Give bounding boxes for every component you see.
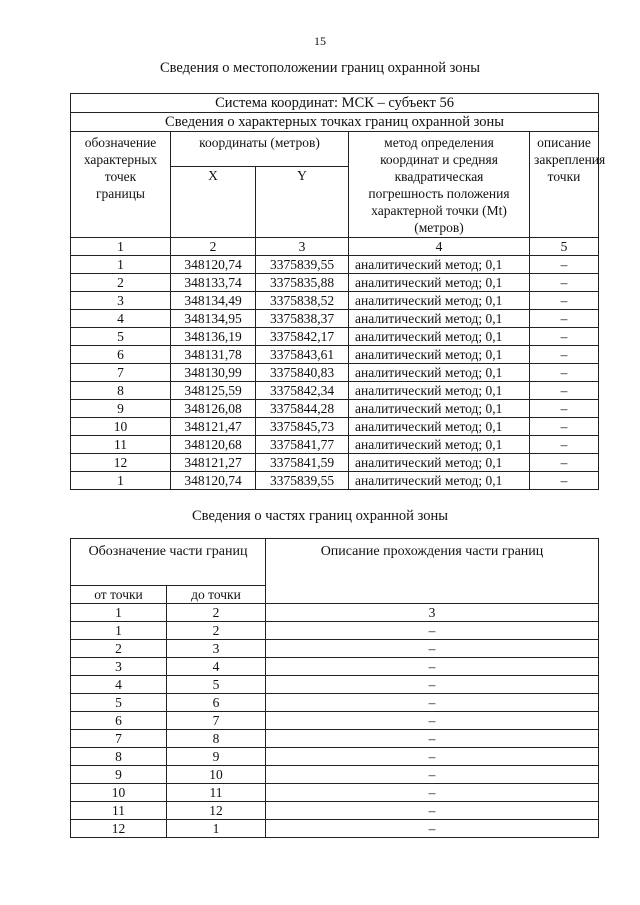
description-cell: – — [530, 400, 599, 418]
column-number: 3 — [256, 238, 349, 256]
to-point-cell: 1 — [167, 820, 266, 838]
table-row — [71, 436, 599, 454]
table-row — [71, 382, 599, 400]
description-cell: – — [530, 310, 599, 328]
x-cell: 348134,49 — [171, 292, 256, 310]
description-cell: – — [530, 382, 599, 400]
section-title-location: Сведения о местоположении границ охранной зоны — [159, 60, 480, 76]
column-number: 5 — [530, 238, 599, 256]
to-point-cell: 9 — [167, 748, 266, 766]
point-cell: 1 — [71, 256, 171, 274]
to-point-cell: 12 — [167, 802, 266, 820]
x-cell: 348136,19 — [171, 328, 256, 346]
to-point-cell: 3 — [167, 640, 266, 658]
table-row — [71, 730, 599, 748]
coordinates-table — [70, 93, 606, 490]
from-point-cell: 5 — [71, 694, 167, 712]
method-cell: аналитический метод; 0,1 — [349, 382, 530, 400]
page-number: 15 — [314, 34, 326, 48]
y-cell: 3375838,37 — [256, 310, 349, 328]
description-cell: – — [530, 364, 599, 382]
table-row — [71, 622, 599, 640]
header-fixing-description: описание закрепления точки — [530, 132, 599, 238]
description-cell: – — [530, 418, 599, 436]
header-parts-description: Описание прохождения части границ — [266, 539, 599, 604]
description-cell: – — [266, 658, 599, 676]
x-cell: 348130,99 — [171, 364, 256, 382]
point-cell: 5 — [71, 328, 171, 346]
from-point-cell: 12 — [71, 820, 167, 838]
method-cell: аналитический метод; 0,1 — [349, 400, 530, 418]
table-row — [71, 784, 599, 802]
x-cell: 348120,68 — [171, 436, 256, 454]
description-cell: – — [530, 292, 599, 310]
to-point-cell: 10 — [167, 766, 266, 784]
to-point-cell: 5 — [167, 676, 266, 694]
header-y: Y — [256, 167, 349, 238]
table-row — [71, 292, 599, 310]
table-row — [71, 256, 599, 274]
description-cell: – — [266, 766, 599, 784]
method-cell: аналитический метод; 0,1 — [349, 364, 530, 382]
x-cell: 348134,95 — [171, 310, 256, 328]
x-cell: 348120,74 — [171, 256, 256, 274]
to-point-cell: 2 — [167, 622, 266, 640]
to-point-cell: 8 — [167, 730, 266, 748]
point-cell: 10 — [71, 418, 171, 436]
boundary-parts-table — [70, 538, 599, 838]
y-cell: 3375845,73 — [256, 418, 349, 436]
from-point-cell: 11 — [71, 802, 167, 820]
table-row — [71, 454, 599, 472]
to-point-cell: 4 — [167, 658, 266, 676]
point-cell: 7 — [71, 364, 171, 382]
point-cell: 3 — [71, 292, 171, 310]
header-coordinates: координаты (метров) — [171, 132, 349, 167]
column-number: 4 — [349, 238, 530, 256]
description-cell: – — [266, 676, 599, 694]
table-row — [71, 802, 599, 820]
description-cell: – — [530, 256, 599, 274]
coordinate-system-title: Система координат: МСК – субъект 56 — [71, 94, 599, 113]
y-cell: 3375839,55 — [256, 472, 349, 490]
table-row — [71, 400, 599, 418]
method-cell: аналитический метод; 0,1 — [349, 256, 530, 274]
table-row — [71, 640, 599, 658]
x-cell: 348121,27 — [171, 454, 256, 472]
description-cell: – — [266, 712, 599, 730]
description-cell: – — [266, 802, 599, 820]
method-cell: аналитический метод; 0,1 — [349, 274, 530, 292]
header-to-point: до точки — [167, 586, 266, 604]
from-point-cell: 3 — [71, 658, 167, 676]
table-row — [71, 694, 599, 712]
method-cell: аналитический метод; 0,1 — [349, 328, 530, 346]
to-point-cell: 6 — [167, 694, 266, 712]
header-point-designation: обозначение характерных точек границы — [71, 132, 171, 238]
method-cell: аналитический метод; 0,1 — [349, 472, 530, 490]
from-point-cell: 1 — [71, 622, 167, 640]
table-row — [71, 676, 599, 694]
point-cell: 2 — [71, 274, 171, 292]
method-cell: аналитический метод; 0,1 — [349, 436, 530, 454]
table-row — [71, 346, 599, 364]
method-cell: аналитический метод; 0,1 — [349, 454, 530, 472]
method-cell: аналитический метод; 0,1 — [349, 292, 530, 310]
from-point-cell: 7 — [71, 730, 167, 748]
description-cell: – — [530, 454, 599, 472]
table-row — [71, 418, 599, 436]
y-cell: 3375842,34 — [256, 382, 349, 400]
y-cell: 3375841,77 — [256, 436, 349, 454]
header-method: метод определения координат и средняя квадратическая погрешность положения характерной точки (Mt) (метров) — [349, 132, 530, 238]
table-row — [71, 274, 599, 292]
x-cell: 348125,59 — [171, 382, 256, 400]
header-from-point: от точки — [71, 586, 167, 604]
point-cell: 6 — [71, 346, 171, 364]
to-point-cell: 7 — [167, 712, 266, 730]
description-cell: – — [266, 640, 599, 658]
from-point-cell: 9 — [71, 766, 167, 784]
header-x: X — [171, 167, 256, 238]
description-cell: – — [530, 472, 599, 490]
table-row — [71, 364, 599, 382]
table-row — [71, 328, 599, 346]
x-cell: 348120,74 — [171, 472, 256, 490]
description-cell: – — [266, 748, 599, 766]
description-cell: – — [266, 730, 599, 748]
x-cell: 348133,74 — [171, 274, 256, 292]
from-point-cell: 4 — [71, 676, 167, 694]
column-number: 2 — [171, 238, 256, 256]
points-subtitle: Сведения о характерных точках границ охранной зоны — [71, 113, 599, 132]
to-point-cell: 11 — [167, 784, 266, 802]
column-number: 3 — [266, 604, 599, 622]
from-point-cell: 2 — [71, 640, 167, 658]
header-boundary-parts: Обозначение части границ — [71, 539, 266, 586]
y-cell: 3375841,59 — [256, 454, 349, 472]
from-point-cell: 8 — [71, 748, 167, 766]
from-point-cell: 6 — [71, 712, 167, 730]
column-number: 1 — [71, 238, 171, 256]
point-cell: 1 — [71, 472, 171, 490]
y-cell: 3375842,17 — [256, 328, 349, 346]
point-cell: 11 — [71, 436, 171, 454]
description-cell: – — [530, 274, 599, 292]
y-cell: 3375844,28 — [256, 400, 349, 418]
table-row — [71, 658, 599, 676]
table-row — [71, 712, 599, 730]
table-row — [71, 472, 599, 490]
description-cell: – — [266, 622, 599, 640]
y-cell: 3375843,61 — [256, 346, 349, 364]
y-cell: 3375839,55 — [256, 256, 349, 274]
description-cell: – — [530, 346, 599, 364]
x-cell: 348131,78 — [171, 346, 256, 364]
method-cell: аналитический метод; 0,1 — [349, 346, 530, 364]
x-cell: 348121,47 — [171, 418, 256, 436]
description-cell: – — [266, 784, 599, 802]
point-cell: 12 — [71, 454, 171, 472]
description-cell: – — [530, 328, 599, 346]
description-cell: – — [530, 436, 599, 454]
table-row — [71, 748, 599, 766]
y-cell: 3375835,88 — [256, 274, 349, 292]
description-cell: – — [266, 820, 599, 838]
method-cell: аналитический метод; 0,1 — [349, 310, 530, 328]
column-number: 1 — [71, 604, 167, 622]
x-cell: 348126,08 — [171, 400, 256, 418]
description-cell: – — [266, 694, 599, 712]
section-title-parts: Сведения о частях границ охранной зоны — [192, 508, 448, 524]
from-point-cell: 10 — [71, 784, 167, 802]
y-cell: 3375840,83 — [256, 364, 349, 382]
method-cell: аналитический метод; 0,1 — [349, 418, 530, 436]
table-row — [71, 310, 599, 328]
y-cell: 3375838,52 — [256, 292, 349, 310]
point-cell: 4 — [71, 310, 171, 328]
column-number: 2 — [167, 604, 266, 622]
point-cell: 8 — [71, 382, 171, 400]
table-row — [71, 766, 599, 784]
table-row — [71, 820, 599, 838]
point-cell: 9 — [71, 400, 171, 418]
